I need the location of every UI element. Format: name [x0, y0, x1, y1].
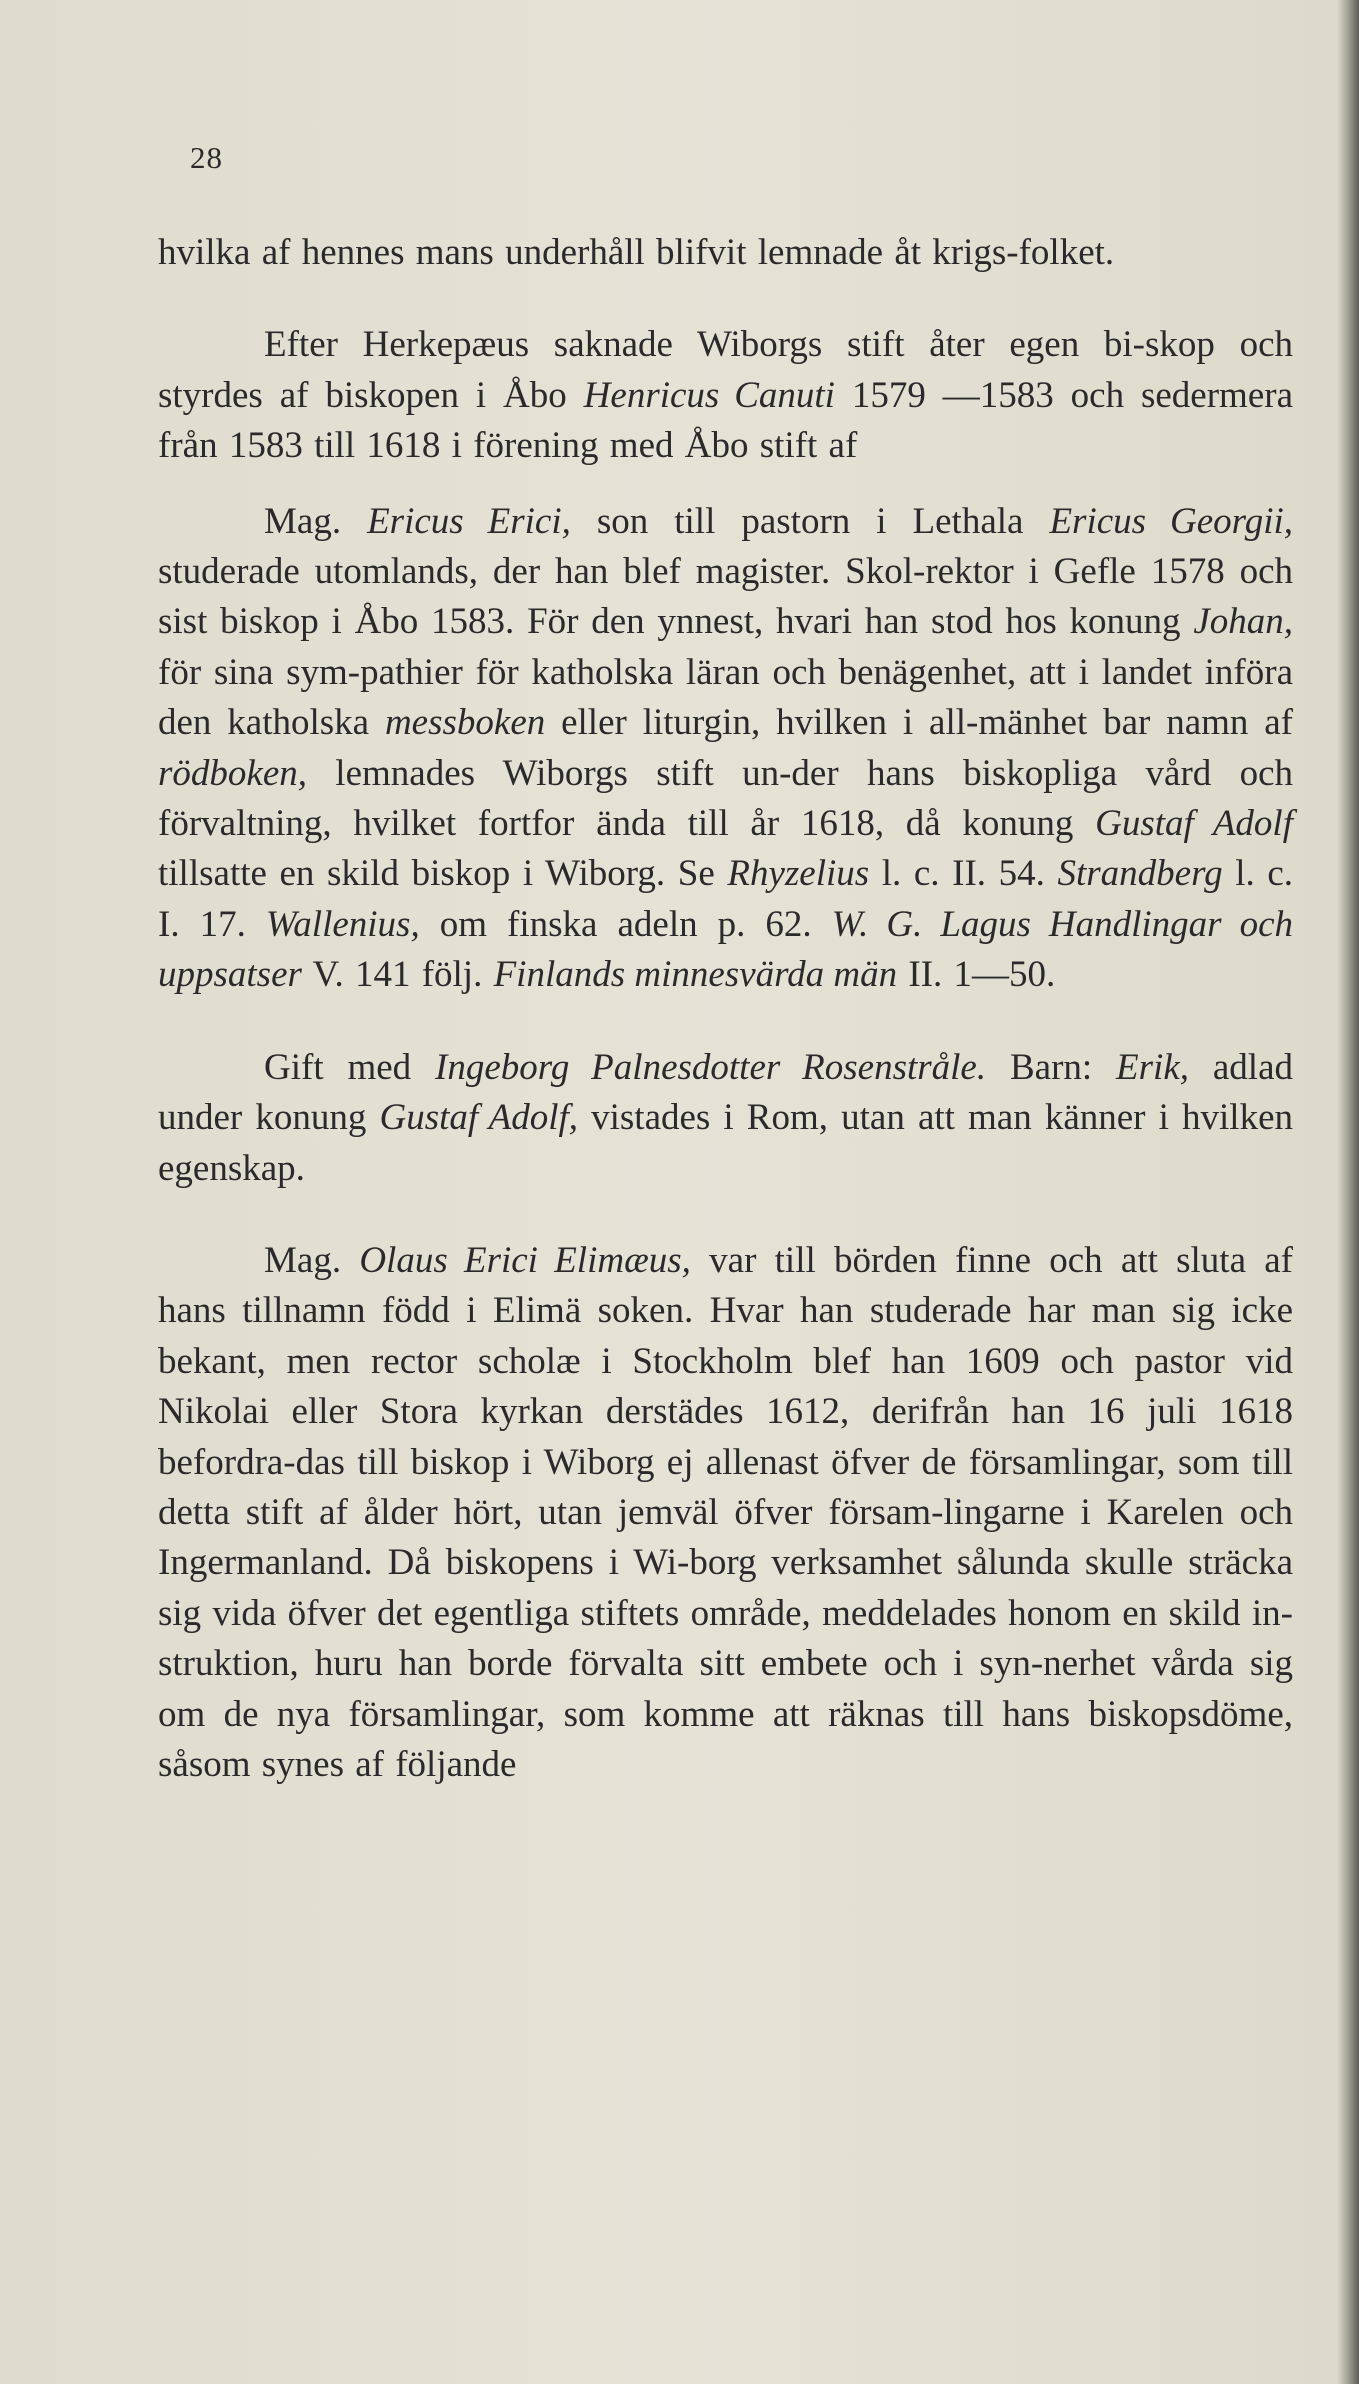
text-run: var till börden finne och att sluta af hans tillnamn född i Elimä soken. Hvar han studerade har man sig icke bekant, men rector scholæ i Stockholm blef han 1609 och pastor vid Nikolai eller Stora kyrkan derstädes 1612, derifrån han 16 juli 1618 befordra-das till biskop i Wiborg ej allenast öfver de församlingar, som till detta stift af ålder hört, utan jemväl öfver försam-lingarne i Karelen och Ingermanland. Då biskopens i Wi-borg verksamhet sålunda skulle sträcka sig vida öfver det egentliga stiftets område, meddelades honom en skild in-struktion, huru han borde förvalta sitt embete och i syn-nerhet vårda sig om de nya församlingar, som komme att räknas till hans biskopsdöme, såsom synes af följande	[158, 1239, 1293, 1785]
italic-text: Finlands minnesvärda män	[493, 954, 898, 996]
paragraph	[158, 1043, 1293, 1194]
text-run: Mag.	[264, 1239, 360, 1281]
text-run: tillsatte en skild biskop i Wiborg. Se	[158, 853, 728, 895]
italic-text: Henricus Canuti	[583, 374, 835, 416]
italic-text: Wallenius,	[265, 903, 420, 945]
text-run: vistades i Rom, utan att man känner i hvilken egenskap.	[158, 1097, 1293, 1189]
italic-text: Erik,	[1116, 1046, 1189, 1088]
paragraph	[158, 228, 1293, 278]
text-run: Barn:	[986, 1046, 1117, 1088]
paragraph	[158, 497, 1293, 1001]
text-run: om finska adeln p. 62.	[419, 903, 832, 945]
italic-text: Johan,	[1193, 601, 1293, 643]
italic-text: messboken	[384, 702, 546, 744]
text-run: för sina sym-pathier för katholska läran och benägenhet, att i landet införa den katholska	[158, 651, 1293, 744]
text-run: Gift med	[264, 1046, 436, 1088]
page-edge	[1337, 0, 1359, 2384]
body-text	[158, 228, 1293, 1790]
page-number: 28	[190, 140, 223, 175]
text-run: Efter Herkepæus saknade Wiborgs stift åter egen bi-skop och styrdes af biskopen i Åbo	[158, 324, 1293, 416]
italic-text: Ericus Erici,	[367, 500, 571, 542]
text-run: adlad under konung	[158, 1046, 1293, 1139]
text-run: l. c. II. 54.	[869, 853, 1058, 895]
text-run: Mag.	[264, 500, 368, 542]
italic-text: Ingeborg Palnesdotter Rosenstråle.	[435, 1046, 987, 1088]
italic-text: W. G. Lagus Handlingar och uppsatser	[158, 903, 1293, 996]
italic-text: Gustaf Adolf	[1095, 803, 1293, 845]
text-run: studerade utomlands, der han blef magister. Skol-rektor i Gefle 1578 och sist biskop i Åbo 1583. För den ynnest, hvari han stod hos konung	[158, 551, 1293, 643]
text-run: l. c. I. 17.	[158, 853, 1293, 945]
text-run: II. 1—50.	[897, 954, 1056, 996]
italic-text: Ericus Georgii,	[1049, 500, 1293, 542]
paragraph	[158, 1236, 1293, 1790]
italic-text: rödboken,	[158, 752, 307, 794]
paragraph	[158, 320, 1293, 471]
italic-text: Rhyzelius	[727, 853, 870, 895]
text-run: 1579 —1583 och sedermera från 1583 till 1618 i förening med Åbo stift af	[158, 374, 1293, 467]
text-run: hvilka af hennes mans underhåll blifvit lemnade åt krigs-folket.	[158, 232, 1115, 273]
text-run: V. 141 följ.	[301, 954, 494, 996]
italic-text: Gustaf Adolf,	[379, 1097, 578, 1139]
text-run: lemnades Wiborgs stift un-der hans biskopliga vård och förvaltning, hvilket fortfor ända till år 1618, då konung	[158, 752, 1293, 845]
text-run: son till pastorn i Lethala	[570, 500, 1050, 542]
italic-text: Strandberg	[1057, 853, 1223, 895]
text-run: eller liturgin, hvilken i all-mänhet bar namn af	[545, 702, 1294, 744]
italic-text: Olaus Erici Elimæus,	[359, 1239, 691, 1281]
